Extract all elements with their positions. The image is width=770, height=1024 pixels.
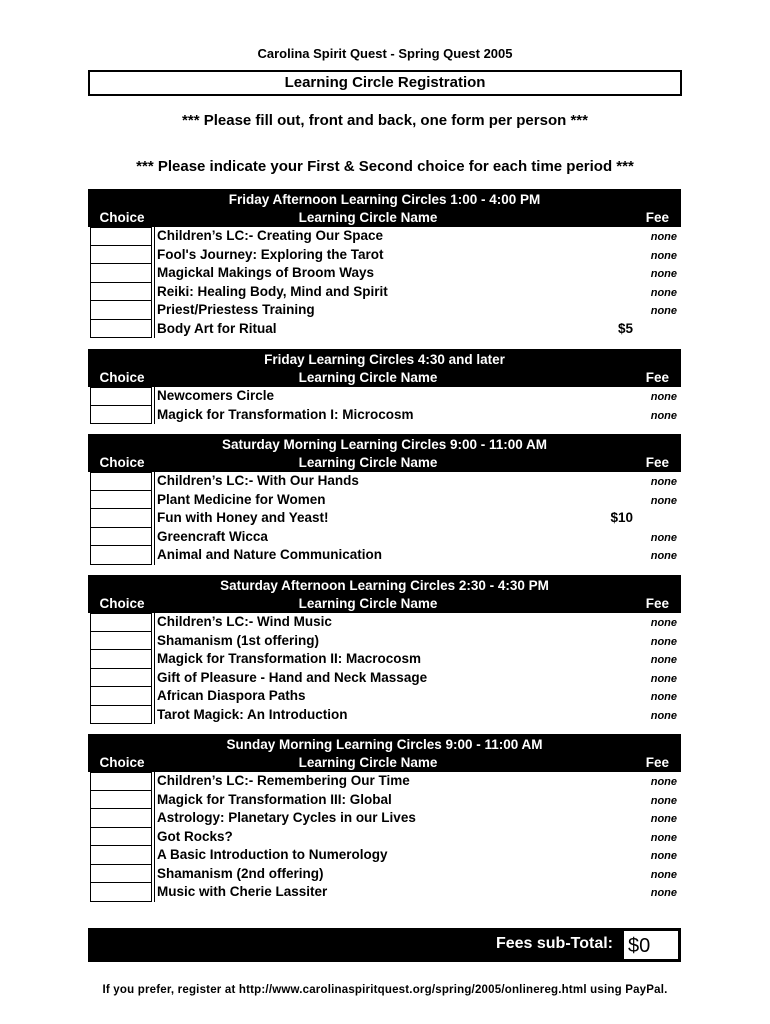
choice-input[interactable]	[90, 491, 152, 510]
fee-value: $5	[617, 320, 633, 336]
fee-value: none	[650, 231, 677, 243]
column-label-fee: Fee	[645, 455, 669, 470]
list-item	[88, 301, 681, 320]
learning-circle-name: Body Art for Ritual	[154, 320, 277, 339]
learning-circle-name: Children’s LC:- With Our Hands	[154, 472, 359, 491]
choice-input[interactable]	[90, 472, 152, 491]
section-header	[88, 734, 681, 772]
fees-subtotal-bar	[88, 928, 681, 962]
column-label-choice: Choice	[99, 755, 145, 770]
fee-value: none	[650, 286, 677, 299]
learning-circle-name: African Diaspora Paths	[154, 687, 306, 706]
list-item	[88, 865, 681, 884]
column-label-fee: Fee	[645, 755, 669, 770]
fee-value: none	[650, 850, 677, 862]
learning-circle-name: Shamanism (2nd offering)	[154, 865, 324, 884]
footer-online-registration-note: If you prefer, register at http://www.carolinaspiritquest.org/spring/2005/onlinereg.html using PayPal.	[102, 984, 668, 996]
fee-value: none	[650, 776, 677, 788]
choice-input[interactable]	[90, 632, 152, 651]
form-title: Learning Circle Registration	[88, 70, 682, 96]
page-title: Carolina Spirit Quest - Spring Quest 2005	[257, 46, 513, 61]
choice-input[interactable]	[90, 283, 152, 302]
fee-value: none	[650, 691, 677, 703]
fee-value: none	[650, 391, 677, 403]
column-label-name: Learning Circle Name	[298, 455, 438, 470]
learning-circle-name: Astrology: Planetary Cycles in our Lives	[154, 809, 416, 828]
list-item	[88, 809, 681, 828]
learning-circle-name: Fool's Journey: Exploring the Tarot	[154, 246, 383, 265]
choice-input[interactable]	[90, 546, 152, 565]
section-title: Saturday Morning Learning Circles 9:00 - 11:00 AM	[221, 437, 548, 452]
fee-value: none	[650, 635, 677, 648]
learning-circle-name: Children’s LC:- Creating Our Space	[154, 227, 383, 246]
instruction-note-choices: *** Please indicate your First & Second choice for each time period ***	[136, 158, 634, 175]
list-item	[88, 791, 681, 810]
list-item	[88, 772, 681, 791]
fee-value: none	[650, 494, 677, 507]
learning-circle-name: Magick for Transformation I: Microcosm	[154, 406, 414, 425]
column-label-fee: Fee	[645, 596, 669, 611]
learning-circle-name: Animal and Nature Communication	[154, 546, 382, 565]
fee-value: none	[650, 813, 677, 825]
section-header	[88, 189, 681, 227]
list-item	[88, 846, 681, 865]
fee-value: none	[650, 831, 677, 844]
choice-input[interactable]	[90, 883, 152, 902]
learning-circle-name: Greencraft Wicca	[154, 528, 268, 547]
learning-circle-name: Children’s LC:- Remembering Our Time	[154, 772, 410, 791]
fee-value: none	[650, 709, 677, 722]
list-item	[88, 706, 681, 725]
column-label-name: Learning Circle Name	[298, 210, 438, 225]
learning-circle-name: Magickal Makings of Broom Ways	[154, 264, 374, 283]
list-item	[88, 650, 681, 669]
fees-subtotal-label: Fees sub-Total:	[495, 935, 613, 952]
list-item	[88, 546, 681, 565]
choice-input[interactable]	[90, 809, 152, 828]
section-title: Friday Learning Circles 4:30 and later	[264, 352, 505, 367]
section-4	[88, 575, 681, 724]
section-2	[88, 349, 681, 424]
learning-circle-name: A Basic Introduction to Numerology	[154, 846, 388, 865]
list-item	[88, 246, 681, 265]
choice-input[interactable]	[90, 406, 152, 425]
section-1	[88, 189, 681, 338]
choice-input[interactable]	[90, 387, 152, 406]
learning-circle-name: Priest/Priestess Training	[154, 301, 315, 320]
choice-input[interactable]	[90, 320, 152, 339]
fee-value: none	[650, 476, 677, 488]
section-header	[88, 434, 681, 472]
list-item	[88, 828, 681, 847]
column-label-name: Learning Circle Name	[298, 370, 438, 385]
fee-value: none	[650, 531, 677, 544]
learning-circle-name: Fun with Honey and Yeast!	[154, 509, 329, 528]
choice-input[interactable]	[90, 828, 152, 847]
learning-circle-name: Gift of Pleasure - Hand and Neck Massage	[154, 669, 427, 688]
column-label-choice: Choice	[99, 455, 145, 470]
list-item	[88, 687, 681, 706]
choice-input[interactable]	[90, 528, 152, 547]
column-label-choice: Choice	[99, 370, 145, 385]
list-item	[88, 320, 681, 339]
column-label-name: Learning Circle Name	[298, 755, 438, 770]
choice-input[interactable]	[90, 846, 152, 865]
list-item	[88, 387, 681, 406]
list-item	[88, 613, 681, 632]
choice-input[interactable]	[90, 791, 152, 810]
list-item	[88, 509, 681, 528]
choice-input[interactable]	[90, 650, 152, 669]
choice-input[interactable]	[90, 706, 152, 725]
choice-input[interactable]	[90, 509, 152, 528]
fees-subtotal-field[interactable]: $0	[623, 930, 679, 960]
list-item	[88, 283, 681, 302]
learning-circle-name: Children’s LC:- Wind Music	[154, 613, 332, 632]
column-label-choice: Choice	[99, 596, 145, 611]
fee-value: none	[650, 409, 677, 422]
learning-circle-name: Shamanism (1st offering)	[154, 632, 319, 651]
choice-input[interactable]	[90, 264, 152, 283]
list-item	[88, 632, 681, 651]
list-item	[88, 528, 681, 547]
list-item	[88, 472, 681, 491]
learning-circle-name: Newcomers Circle	[154, 387, 274, 406]
choice-input[interactable]	[90, 227, 152, 246]
choice-input[interactable]	[90, 865, 152, 884]
choice-input[interactable]	[90, 246, 152, 265]
section-3	[88, 434, 681, 565]
fee-value: none	[650, 654, 677, 666]
learning-circle-name: Plant Medicine for Women	[154, 491, 326, 510]
learning-circle-name: Music with Cherie Lassiter	[154, 883, 327, 902]
column-label-fee: Fee	[645, 210, 669, 225]
column-label-name: Learning Circle Name	[298, 596, 438, 611]
list-item	[88, 406, 681, 425]
fee-value: none	[650, 887, 677, 899]
section-header	[88, 349, 681, 387]
choice-input[interactable]	[90, 301, 152, 320]
fee-value: none	[650, 550, 677, 562]
instruction-note-per-person: *** Please fill out, front and back, one form per person ***	[182, 112, 588, 129]
list-item	[88, 264, 681, 283]
learning-circle-name: Magick for Transformation II: Macrocosm	[154, 650, 421, 669]
section-title: Friday Afternoon Learning Circles 1:00 - 4:00 PM	[228, 192, 541, 207]
fee-value: none	[650, 268, 677, 280]
fee-value: none	[650, 672, 677, 685]
learning-circle-name: Magick for Transformation III: Global	[154, 791, 392, 810]
choice-input[interactable]	[90, 613, 152, 632]
list-item	[88, 491, 681, 510]
section-title: Sunday Morning Learning Circles 9:00 - 11:00 AM	[226, 737, 543, 752]
fee-value: none	[650, 305, 677, 317]
fee-value: none	[650, 617, 677, 629]
learning-circle-name: Tarot Magick: An Introduction	[154, 706, 348, 725]
fee-value: none	[650, 868, 677, 881]
fee-value: $10	[610, 510, 633, 525]
list-item	[88, 669, 681, 688]
fee-value: none	[650, 794, 677, 807]
choice-input[interactable]	[90, 669, 152, 688]
list-item	[88, 883, 681, 902]
choice-input[interactable]	[90, 687, 152, 706]
learning-circle-name: Reiki: Healing Body, Mind and Spirit	[154, 283, 388, 302]
column-label-choice: Choice	[99, 210, 145, 225]
fee-value: none	[650, 249, 677, 262]
section-5	[88, 734, 681, 902]
section-title: Saturday Afternoon Learning Circles 2:30 - 4:30 PM	[220, 578, 549, 593]
column-label-fee: Fee	[645, 370, 669, 385]
section-header	[88, 575, 681, 613]
learning-circle-name: Got Rocks?	[154, 828, 233, 847]
list-item	[88, 227, 681, 246]
choice-input[interactable]	[90, 772, 152, 791]
